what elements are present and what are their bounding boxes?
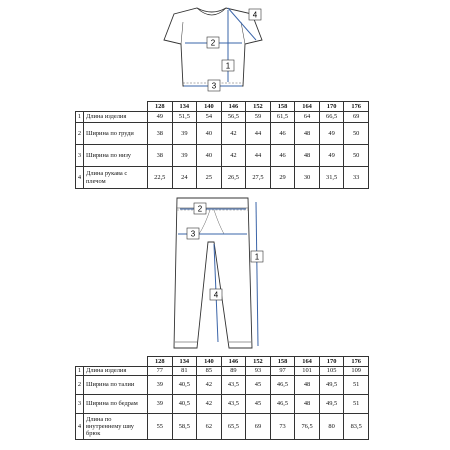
table-cell: 45 <box>246 395 271 414</box>
table-cell: 89 <box>221 367 246 376</box>
table-cell: 40 <box>197 145 222 167</box>
table-cell: 46 <box>270 145 295 167</box>
table-cell: 44 <box>246 123 271 145</box>
table-row <box>76 145 369 167</box>
table-cell: 46 <box>270 123 295 145</box>
tshirt-marker-2: 2 <box>210 38 216 48</box>
size-header: 164 <box>295 102 320 112</box>
table-row <box>76 367 369 376</box>
table-cell: 76,5 <box>295 414 320 440</box>
size-header: 176 <box>344 102 369 112</box>
row-label: Длина изделия <box>84 367 148 376</box>
table-cell: 56,5 <box>221 112 246 123</box>
tshirt-collar <box>197 8 226 15</box>
table-cell: 48 <box>295 395 320 414</box>
table-cell: 81 <box>172 367 197 376</box>
table-cell: 42 <box>197 395 222 414</box>
table-cell: 39 <box>172 123 197 145</box>
table-cell: 29 <box>270 167 295 189</box>
row-number: 3 <box>76 145 84 167</box>
table-cell: 50 <box>344 123 369 145</box>
table-row <box>76 167 369 189</box>
table-row <box>76 395 369 414</box>
table-cell: 101 <box>295 367 320 376</box>
tshirt-marker-4: 4 <box>252 10 258 20</box>
pants-illustration <box>0 190 450 352</box>
table-cell: 46,5 <box>270 395 295 414</box>
tshirt-drawing <box>0 0 450 96</box>
size-header: 170 <box>319 102 344 112</box>
table-cell: 42 <box>197 376 222 395</box>
table-cell: 97 <box>270 367 295 376</box>
table-cell: 46,5 <box>270 376 295 395</box>
table-cell: 50 <box>344 145 369 167</box>
table-cell: 40 <box>197 123 222 145</box>
row-label: Ширина по талии <box>84 376 148 395</box>
pants-outline <box>174 198 252 348</box>
table-cell: 22,5 <box>148 167 173 189</box>
pants-marker-1: 1 <box>254 252 260 262</box>
table-row <box>76 414 369 440</box>
size-header: 128 <box>148 102 173 112</box>
table-cell: 43,5 <box>221 376 246 395</box>
table-cell: 83,5 <box>344 414 369 440</box>
table-cell: 58,5 <box>172 414 197 440</box>
pants-length-line <box>256 202 258 346</box>
table-cell: 62 <box>197 414 222 440</box>
table-cell: 48 <box>295 376 320 395</box>
table-row <box>76 376 369 395</box>
table-cell: 38 <box>148 145 173 167</box>
table-cell: 40,5 <box>172 395 197 414</box>
size-header: 140 <box>197 102 222 112</box>
table-cell: 39 <box>172 145 197 167</box>
table-cell: 42 <box>221 123 246 145</box>
table-cell: 69 <box>344 112 369 123</box>
table-cell: 39 <box>148 395 173 414</box>
pants-size-table <box>75 356 369 440</box>
table-cell: 51 <box>344 376 369 395</box>
table-cell: 77 <box>148 367 173 376</box>
size-header: 176 <box>344 357 369 367</box>
pants-drawing <box>0 190 450 352</box>
tshirt-size-table <box>75 101 369 189</box>
pants-marker-3: 3 <box>190 229 196 239</box>
size-header: 134 <box>172 102 197 112</box>
table-cell: 49 <box>148 112 173 123</box>
table-corner <box>76 102 148 112</box>
table-cell: 61,5 <box>270 112 295 123</box>
pants-marker-2: 2 <box>197 204 203 214</box>
row-label: Ширина по груди <box>84 123 148 145</box>
size-header: 128 <box>148 357 173 367</box>
table-cell: 49,5 <box>319 395 344 414</box>
table-row <box>76 112 369 123</box>
table-cell: 49 <box>319 123 344 145</box>
table-cell: 30 <box>295 167 320 189</box>
table-cell: 51 <box>344 395 369 414</box>
table-cell: 73 <box>270 414 295 440</box>
size-header: 170 <box>319 357 344 367</box>
tshirt-marker-3: 3 <box>211 81 217 91</box>
size-header: 134 <box>172 357 197 367</box>
table-cell: 80 <box>319 414 344 440</box>
size-header: 152 <box>246 102 271 112</box>
table-cell: 48 <box>295 123 320 145</box>
table-cell: 39 <box>148 376 173 395</box>
table-cell: 66,5 <box>319 112 344 123</box>
table-cell: 42 <box>221 145 246 167</box>
row-label: Длина по внутреннему шву брюк <box>84 414 148 440</box>
table-cell: 31,5 <box>319 167 344 189</box>
table-cell: 25 <box>197 167 222 189</box>
table-cell: 24 <box>172 167 197 189</box>
size-header: 146 <box>221 357 246 367</box>
tshirt-illustration <box>0 0 450 96</box>
table-cell: 64 <box>295 112 320 123</box>
table-cell: 38 <box>148 123 173 145</box>
table-cell: 55 <box>148 414 173 440</box>
table-cell: 49 <box>319 145 344 167</box>
size-header: 164 <box>295 357 320 367</box>
table-cell: 27,5 <box>246 167 271 189</box>
row-label: Ширина по низу <box>84 145 148 167</box>
size-header: 158 <box>270 102 295 112</box>
pants-size-header-row <box>76 357 369 367</box>
row-number: 1 <box>76 367 84 376</box>
row-number: 3 <box>76 395 84 414</box>
tshirt-sleeve-seam-left <box>181 22 183 44</box>
row-label: Длина изделия <box>84 112 148 123</box>
table-cell: 65,5 <box>221 414 246 440</box>
table-cell: 33 <box>344 167 369 189</box>
row-number: 4 <box>76 414 84 440</box>
table-cell: 48 <box>295 145 320 167</box>
table-cell: 93 <box>246 367 271 376</box>
table-cell: 44 <box>246 145 271 167</box>
row-label: Ширина по бедрам <box>84 395 148 414</box>
table-cell: 105 <box>319 367 344 376</box>
table-cell: 109 <box>344 367 369 376</box>
table-cell: 51,5 <box>172 112 197 123</box>
size-header: 146 <box>221 102 246 112</box>
table-cell: 69 <box>246 414 271 440</box>
size-header: 140 <box>197 357 222 367</box>
row-label: Длина рукава с плечом <box>84 167 148 189</box>
size-header: 152 <box>246 357 271 367</box>
table-cell: 49,5 <box>319 376 344 395</box>
row-number: 4 <box>76 167 84 189</box>
table-cell: 40,5 <box>172 376 197 395</box>
size-header: 158 <box>270 357 295 367</box>
tshirt-marker-1: 1 <box>225 61 231 71</box>
table-cell: 85 <box>197 367 222 376</box>
table-cell: 54 <box>197 112 222 123</box>
table-cell: 43,5 <box>221 395 246 414</box>
table-cell: 59 <box>246 112 271 123</box>
tshirt-size-header-row <box>76 102 369 112</box>
table-row <box>76 123 369 145</box>
table-corner <box>76 357 148 367</box>
table-cell: 26,5 <box>221 167 246 189</box>
pants-marker-4: 4 <box>213 290 219 300</box>
row-number: 2 <box>76 376 84 395</box>
row-number: 1 <box>76 112 84 123</box>
row-number: 2 <box>76 123 84 145</box>
table-cell: 45 <box>246 376 271 395</box>
